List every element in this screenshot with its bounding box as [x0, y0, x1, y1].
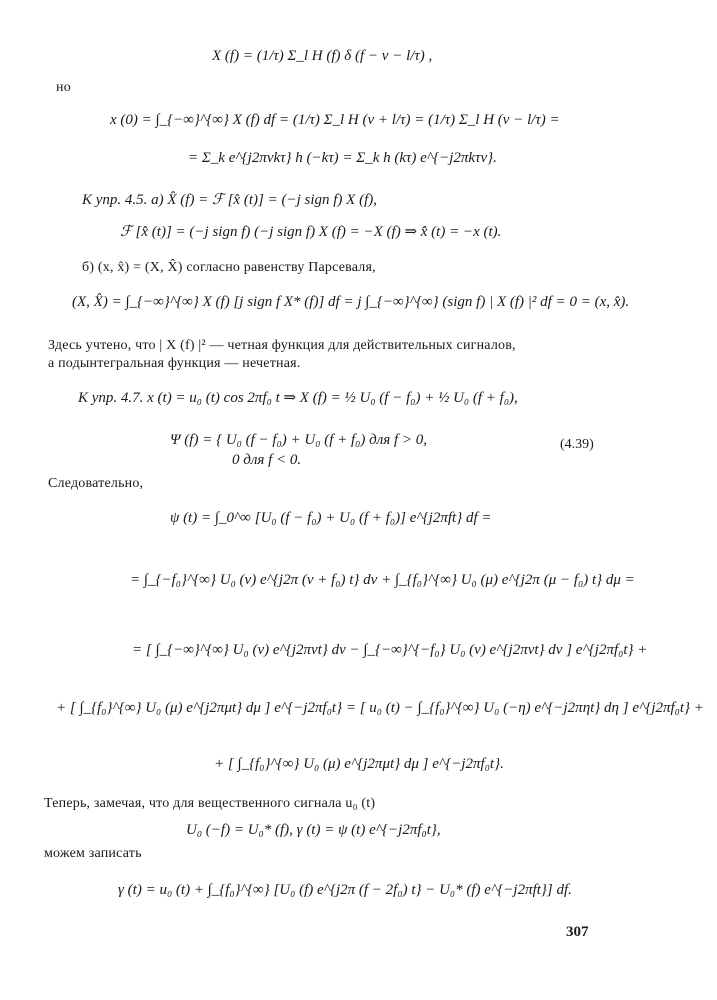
equation-number: (4.39): [560, 437, 594, 452]
equation-line: К упр. 4.7. x (t) = u₀ (t) cos 2πf₀ t ⇒ X (f) = ½ U₀ (f − f₀) + ½ U₀ (f + f₀),: [78, 390, 518, 406]
equation-line: Ψ (f) = { U₀ (f − f₀) + U₀ (f + f₀) для f > 0,: [170, 432, 428, 448]
equation-line: ℱ [x̂̂ (t)] = (−j sign f) (−j sign f) X (f) = −X (f) ⇒ x̂̂ (t) = −x (t).: [120, 224, 502, 240]
page-number: 307: [566, 924, 589, 940]
text-line: б) (x, x̂) = (X, X̂) согласно равенству Парсеваля,: [82, 260, 376, 275]
text-line: но: [56, 80, 71, 95]
equation-line: ψ (t) = ∫_0^∞ [U₀ (f − f₀) + U₀ (f + f₀)] e^{j2πft} df =: [170, 510, 492, 526]
equation-line: γ (t) = u₀ (t) + ∫_{f₀}^{∞} [U₀ (f) e^{j2π (f − 2f₀) t} − U₀* (f) e^{−j2πft}] df.: [118, 882, 572, 898]
equation-line: X (f) = (1/τ) Σ_l H (f) δ (f − ν − l/τ) ,: [212, 48, 433, 64]
text-line: Здесь учтено, что | X (f) |² — четная функция для действительных сигналов,: [48, 338, 516, 353]
text-line: Теперь, замечая, что для вещественного сигнала u₀ (t): [44, 796, 376, 811]
equation-line: К упр. 4.5. а) X̂ (f) = ℱ [x̂ (t)] = (−j sign f) X (f),: [82, 192, 377, 208]
equation-line: = ∫_{−f₀}^{∞} U₀ (ν) e^{j2π (ν + f₀) t} dν + ∫_{f₀}^{∞} U₀ (μ) e^{j2π (μ − f₀) t} dμ =: [130, 572, 635, 588]
text-line: а подынтегральная функция — нечетная.: [48, 356, 301, 371]
text-line: Следовательно,: [48, 476, 144, 491]
text-line: можем записать: [44, 846, 142, 861]
equation-line: (X, X̂) = ∫_{−∞}^{∞} X (f) [j sign f X* (f)] df = j ∫_{−∞}^{∞} (sign f) | X (f) |² df = 0 = (x, x̂).: [72, 294, 630, 310]
equation-line: + [ ∫_{f₀}^{∞} U₀ (μ) e^{j2πμt} dμ ] e^{−j2πf₀t}.: [214, 756, 504, 772]
equation-line: = [ ∫_{−∞}^{∞} U₀ (ν) e^{j2πνt} dν − ∫_{−∞}^{−f₀} U₀ (ν) e^{j2πνt} dν ] e^{j2πf₀t} +: [132, 642, 648, 658]
equation-line: + [ ∫_{f₀}^{∞} U₀ (μ) e^{j2πμt} dμ ] e^{−j2πf₀t} = [ u₀ (t) − ∫_{f₀}^{∞} U₀ (−η) e^{−j2πηt} dη ] e^{j2πf₀t} +: [56, 700, 704, 716]
equation-line: U₀ (−f) = U₀* (f), γ (t) = ψ (t) e^{−j2πf₀t},: [186, 822, 441, 838]
equation-line: x (0) = ∫_{−∞}^{∞} X (f) df = (1/τ) Σ_l H (ν + l/τ) = (1/τ) Σ_l H (ν − l/τ) =: [110, 112, 560, 128]
equation-line: = Σ_k e^{j2πνkτ} h (−kτ) = Σ_k h (kτ) e^{−j2πkτν}.: [188, 150, 497, 166]
equation-line: 0 для f < 0.: [232, 452, 302, 468]
